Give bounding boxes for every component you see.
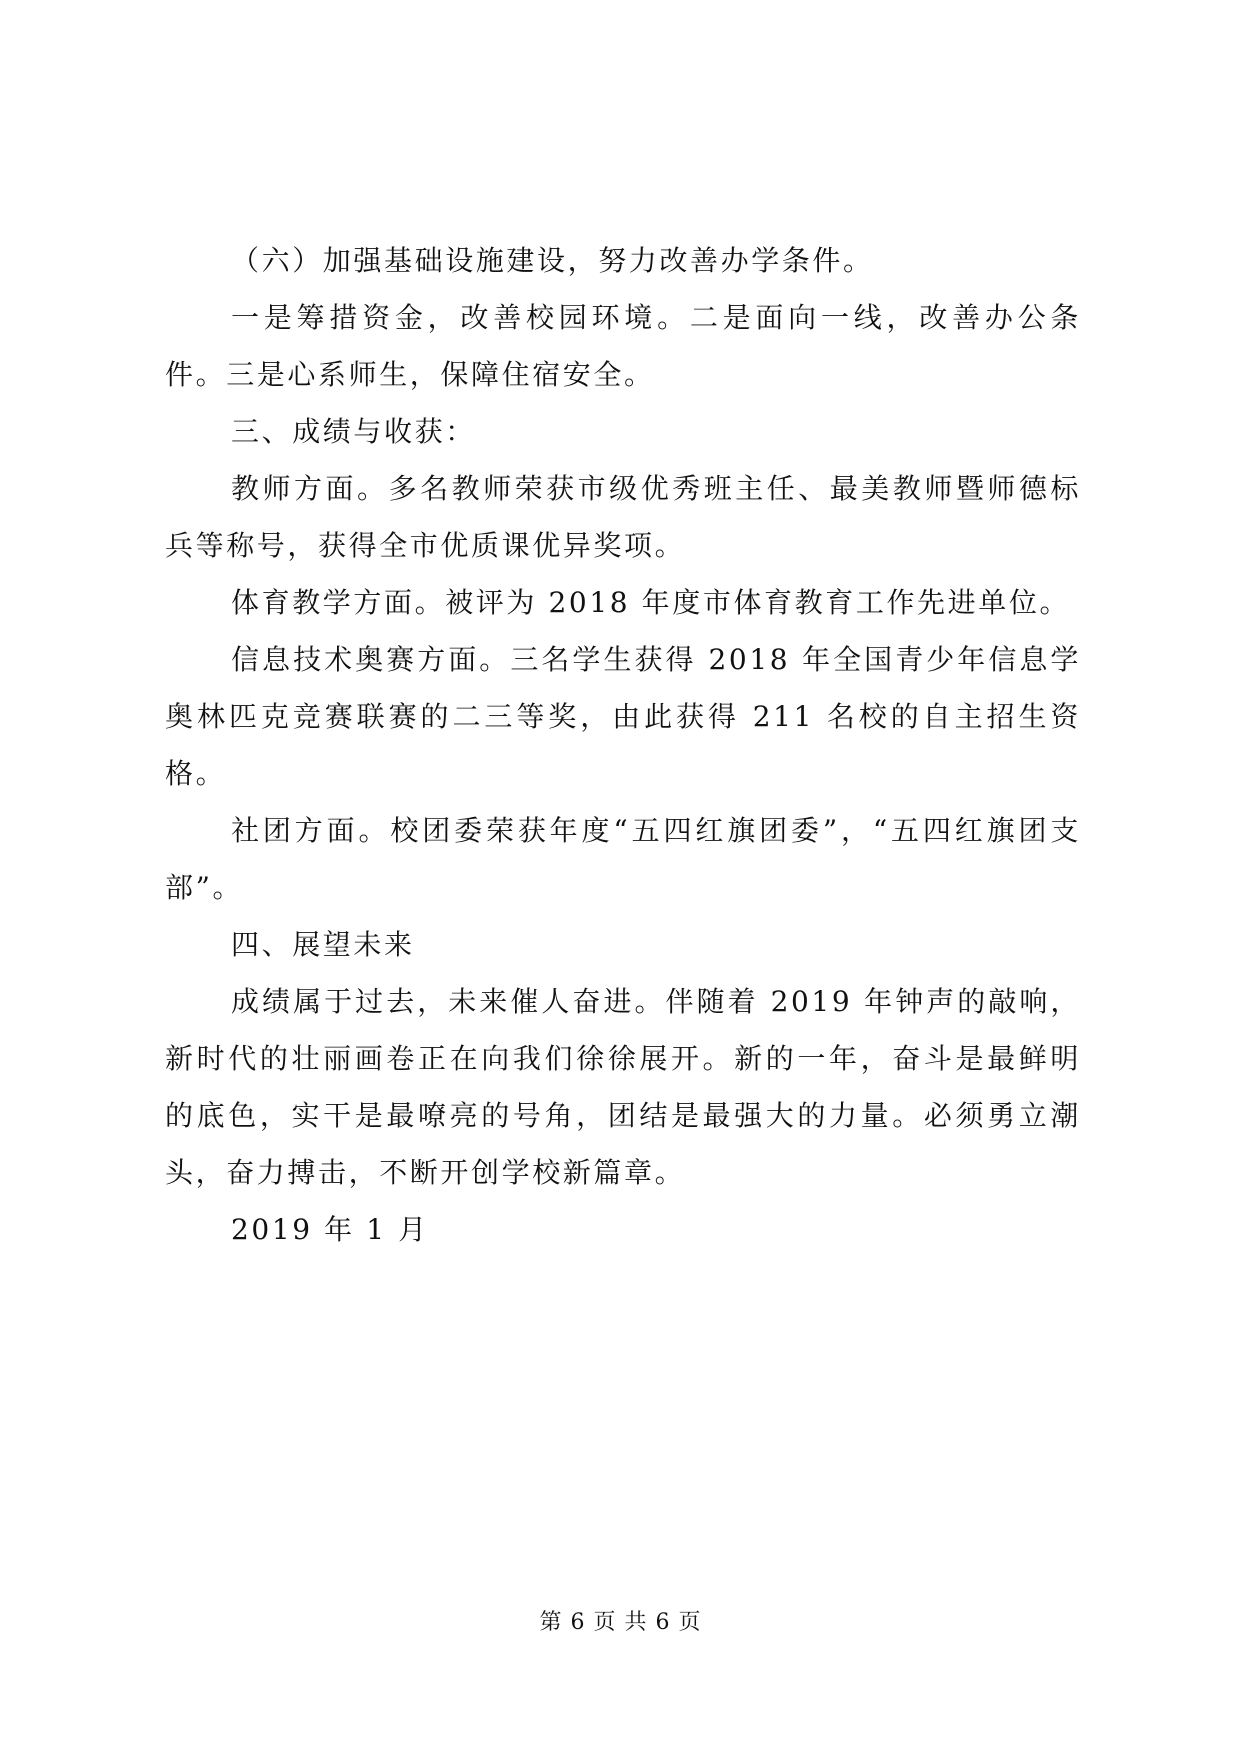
paragraph-teachers: 教师方面。多名教师荣获市级优秀班主任、最美教师暨师德标兵等称号，获得全市优质课优异奖项。	[165, 472, 1081, 562]
document-body	[165, 232, 1081, 1258]
paragraph-sports: 体育教学方面。被评为 2018 年度市体育教育工作先进单位。	[231, 586, 1071, 619]
paragraph-clubs: 社团方面。校团委荣获年度“五四红旗团委”，“五四红旗团支部”。	[165, 814, 1081, 904]
section-heading-infrastructure: （六）加强基础设施建设，努力改善办学条件。	[231, 244, 874, 277]
paragraph-infrastructure-measures: 一是筹措资金，改善校园环境。二是面向一线，改善办公条件。三是心系师生，保障住宿安全。	[165, 301, 1081, 391]
paragraph-outlook: 成绩属于过去，未来催人奋进。伴随着 2019 年钟声的敲响，新时代的壮丽画卷正在向我们徐徐展开。新的一年，奋斗是最鲜明的底色，实干是最嘹亮的号角，团结是最强大的力量。必须勇立潮头，奋力搏击，不断开创学校新篇章。	[165, 985, 1081, 1189]
page-number-footer: 第 6 页 共 6 页	[539, 1610, 702, 1635]
section-heading-achievements: 三、成绩与收获：	[231, 415, 476, 448]
section-heading-outlook: 四、展望未来	[231, 928, 415, 961]
document-date: 2019 年 1 月	[231, 1213, 429, 1246]
paragraph-olympiad: 信息技术奥赛方面。三名学生获得 2018 年全国青少年信息学奥林匹克竞赛联赛的二三等奖，由此获得 211 名校的自主招生资格。	[165, 643, 1081, 790]
